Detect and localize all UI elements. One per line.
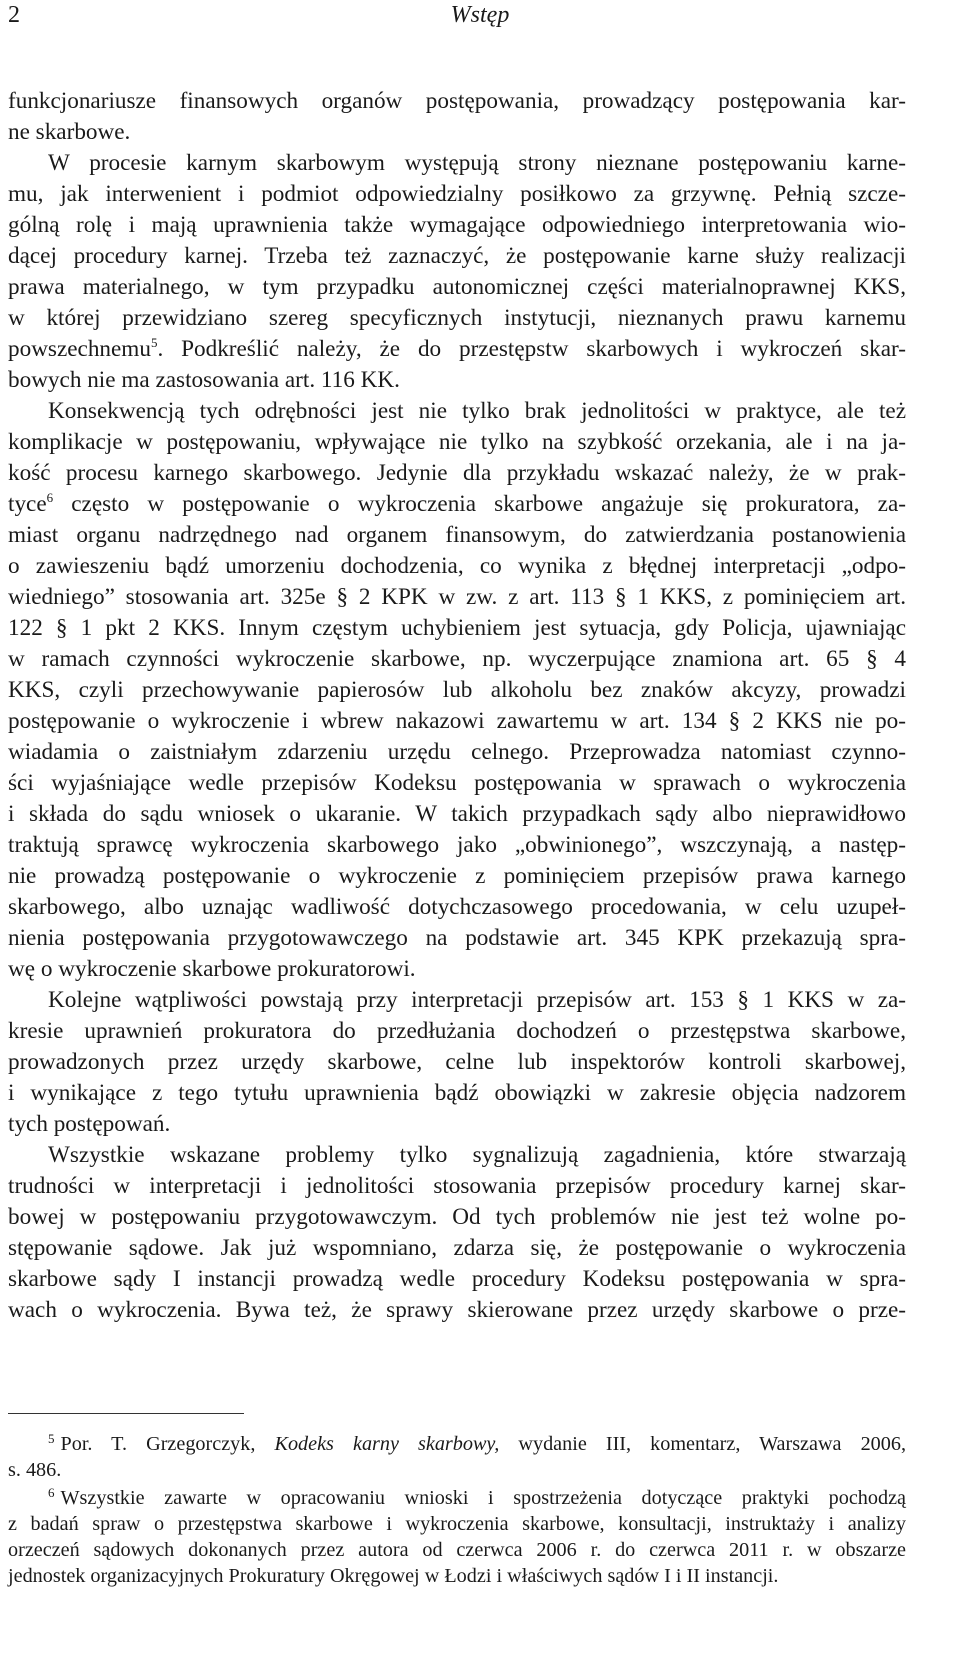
text-line: prawa materialnego, w tym przypadku autonomicznej części materialnoprawnej KKS, (8, 274, 906, 300)
text-line: stępowanie sądowe. Jak już wspomniano, zdarza się, że postępowanie o wykroczenia (8, 1235, 906, 1261)
text-fragment: powszechnemu (8, 336, 151, 362)
text-line: w której przewidziano szereg specyficznych instytucji, nieznanych prawu karnemu (8, 305, 906, 331)
text-line: Kolejne wątpliwości powstają przy interpretacji przepisów art. 153 § 1 KKS w za- (48, 987, 906, 1013)
text-line: trudności w interpretacji i jednolitości stosowania przepisów procedury karnej skar- (8, 1173, 906, 1199)
text-line: kresie uprawnień prokuratora do przedłużania dochodzeń o przestępstwa skarbowe, (8, 1018, 906, 1044)
text-line: i wynikające z tego tytułu uprawnienia bądź obowiązki w zakresie objęcia nadzorem (8, 1080, 906, 1106)
text-line: kość procesu karnego skarbowego. Jedynie dla przykładu wskazać należy, że w prak- (8, 460, 906, 486)
text-line: tych postępowań. (8, 1111, 171, 1137)
footnote-number: 5 (48, 1431, 55, 1446)
footnote-6 (48, 1485, 906, 1511)
text-line: bowej w postępowaniu przygotowawczym. Od tych problemów nie jest też wolne po- (8, 1204, 906, 1230)
text-line: traktują sprawcę wykroczenia skarbowego jako „obwinionego”, wszczynają, a następ- (8, 832, 906, 858)
text-line: prowadzonych przez urzędy skarbowe, celne lub inspektorów kontroli skarbowej, (8, 1049, 906, 1075)
page-number: 2 (8, 2, 20, 28)
text-line: 122 § 1 pkt 2 KKS. Innym częstym uchybieniem jest sytuacja, gdy Policja, ujawniając (8, 615, 906, 641)
text-line: bowych nie ma zastosowania art. 116 KK. (8, 367, 400, 393)
text-line: o zawieszeniu bądź umorzeniu dochodzenia, co wynika z błędnej interpretacji „odpo- (8, 553, 906, 579)
text-line (8, 334, 906, 364)
text-line: ści wyjaśniające wedle przepisów Kodeksu postępowania w sprawach o wykroczenia (8, 770, 906, 796)
text-line: wach o wykroczenia. Bywa też, że sprawy skierowane przez urzędy skarbowe o prze- (8, 1297, 906, 1323)
footnote-5 (48, 1431, 906, 1457)
text-line: mu, jak interwenient i podmiot odpowiedzialny posiłkowo za grzywnę. Pełnią szcze- (8, 181, 906, 207)
text-line: KKS, czyli przechowywanie papierosów lub alkoholu bez znaków akcyzy, prowadzi (8, 677, 906, 703)
footnote-text: Por. T. Grzegorczyk, (60, 1433, 275, 1455)
text-line: skarbowego, albo uznając wadliwość dotychczasowego procedowania, w celu uzupeł- (8, 894, 906, 920)
footnote-6-continued: jednostek organizacyjnych Prokuratury Okręgowej w Łodzi i właściwych sądów I i II instancji. (8, 1565, 779, 1587)
footnote-number: 6 (48, 1485, 55, 1500)
footnote-ref-6[interactable]: 6 (46, 490, 54, 505)
text-line: wiadamia o zaistniałym zdarzeniu urzędu celnego. Przeprowadza natomiast czynno- (8, 739, 906, 765)
text-fragment: . Podkreślić należy, że do przestępstw skarbowych i wykroczeń skar- (157, 336, 906, 362)
footnote-5-continued: s. 486. (8, 1459, 62, 1481)
footnote-6-continued: orzeczeń sądowych dokonanych przez autora od czerwca 2006 r. do czerwca 2011 r. w obszarze (8, 1539, 906, 1561)
text-line: ne skarbowe. (8, 119, 131, 145)
footnote-ref-5[interactable]: 5 (150, 335, 158, 350)
footnote-separator (8, 1413, 244, 1414)
text-line: miast organu nadrzędnego nad organem finansowym, do zatwierdzania postanowienia (8, 522, 906, 548)
text-line: skarbowe sądy I instancji prowadzą wedle procedury Kodeksu postępowania w spra- (8, 1266, 906, 1292)
footnote-6-continued: z badań spraw o przestępstwa skarbowe i wykroczenia skarbowe, konsultacji, instruktaży i analizy (8, 1513, 906, 1535)
text-line: komplikacje w postępowaniu, wpływające nie tylko na szybkość orzekania, ale i na ja- (8, 429, 906, 455)
text-fragment: tyce (8, 491, 47, 517)
text-line: nie prowadzą postępowanie o wykroczenie z pominięciem przepisów prawa karnego (8, 863, 906, 889)
text-line: i składa do sądu wniosek o ukaranie. W takich przypadkach sądy albo nieprawidłowo (8, 801, 906, 827)
footnote-text: Wszystkie zawarte w opracowaniu wnioski i spostrzeżenia dotyczące praktyki pochodzą (60, 1487, 906, 1509)
text-line: nienia postępowania przygotowawczego na podstawie art. 345 KPK przekazują spra- (8, 925, 906, 951)
text-line: wiedniego” stosowania art. 325e § 2 KPK w zw. z art. 113 § 1 KKS, z pominięciem art. (8, 584, 906, 610)
text-line (8, 489, 906, 519)
text-line: W procesie karnym skarbowym występują strony nieznane postępowaniu karne- (48, 150, 906, 176)
text-line: wę o wykroczenie skarbowe prokuratorowi. (8, 956, 416, 982)
text-line: dącej procedury karnej. Trzeba też zaznaczyć, że postępowanie karne służy realizacji (8, 243, 906, 269)
text-line: Konsekwencją tych odrębności jest nie tylko brak jednolitości w praktyce, ale też (48, 398, 906, 424)
text-line: w ramach czynności wykroczenie skarbowe, np. wyczerpujące znamiona art. 65 § 4 (8, 646, 906, 672)
text-line: gólną rolę i mają uprawnienia także wymagające odpowiedniego interpretowania wio- (8, 212, 906, 238)
running-head: Wstęp (450, 2, 510, 28)
text-line: postępowanie o wykroczenie i wbrew nakazowi zawartemu w art. 134 § 2 KKS nie po- (8, 708, 906, 734)
footnote-title: Kodeks karny skarbowy, (274, 1433, 500, 1455)
text-line: Wszystkie wskazane problemy tylko sygnalizują zagadnienia, które stwarzają (48, 1142, 906, 1168)
text-fragment: często w postępowanie o wykroczenia skarbowe angażuje się prokuratora, za- (53, 491, 906, 517)
footnote-text: wydanie III, komentarz, Warszawa 2006, (499, 1433, 906, 1455)
text-line: funkcjonariusze finansowych organów postępowania, prowadzący postępowania kar- (8, 88, 906, 114)
